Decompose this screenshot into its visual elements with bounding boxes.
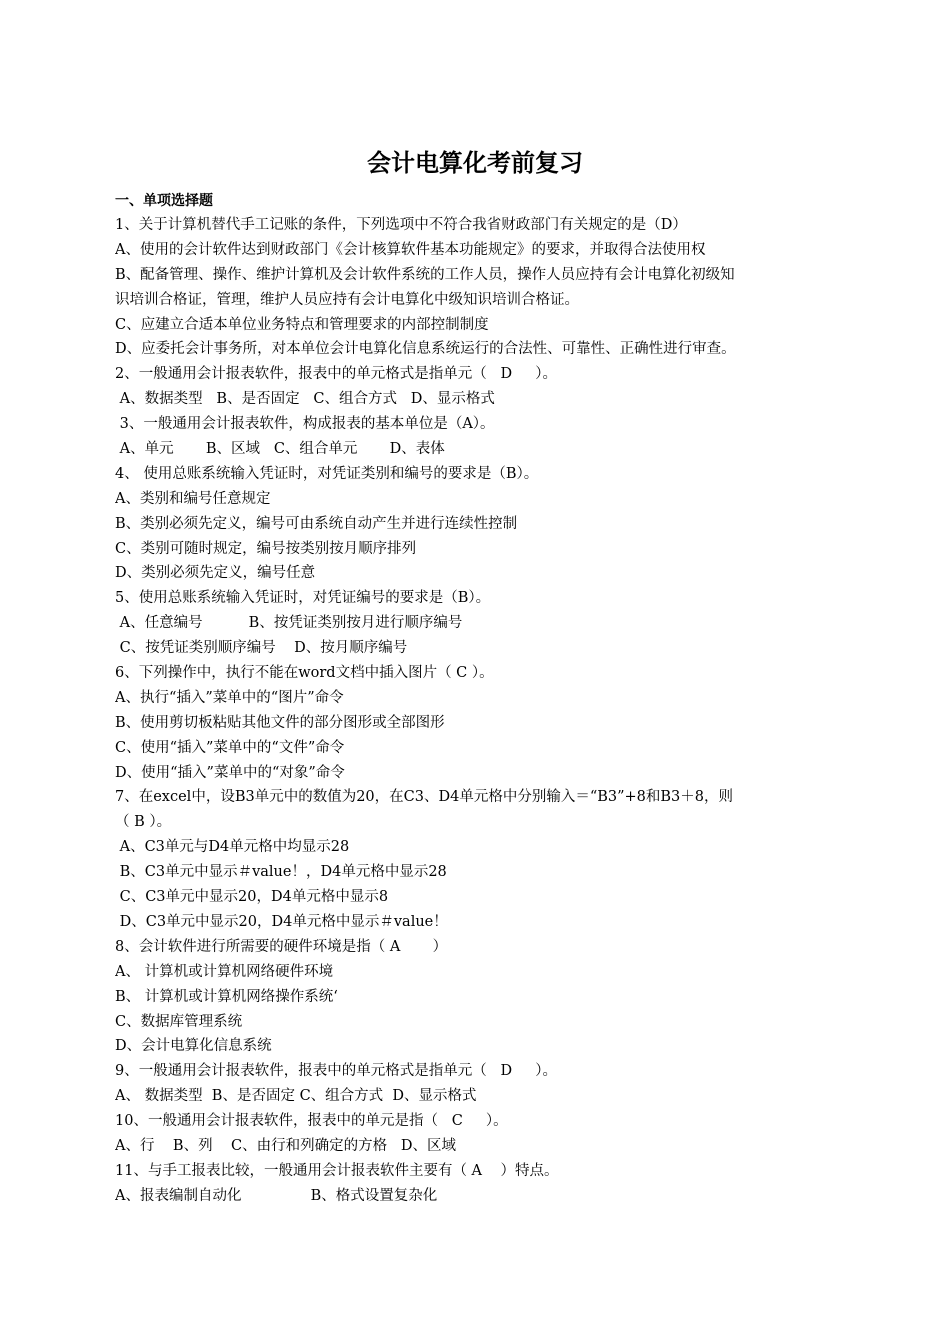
text-line: 11、与手工报表比较，一般通用会计报表软件主要有（ A ）特点。 <box>115 1162 559 1179</box>
text-line: A、行 B、列 C、由行和列确定的方格 D、区域 <box>115 1137 457 1154</box>
text-line: A、使用的会计软件达到财政部门《会计核算软件基本功能规定》的要求，并取得合法使用权 <box>115 241 706 258</box>
text-line: 7、在excel中，设B3单元中的数值为20，在C3、D4单元格中分别输入＝“B3”+8和B3＋8，则 <box>115 789 734 806</box>
text-line: D、类别必须先定义，编号任意 <box>115 565 316 582</box>
text-line: 6、下列操作中，执行不能在word文档中插入图片（ C ）。 <box>115 665 494 682</box>
text-line: （ B ）。 <box>115 814 172 831</box>
text-line: 识培训合格证，管理，维护人员应持有会计电算化中级知识培训合格证。 <box>115 291 579 308</box>
text-line: 4、 使用总账系统输入凭证时，对凭证类别和编号的要求是（B）。 <box>115 465 539 482</box>
document-body <box>115 213 835 1209</box>
text-line: D、应委托会计事务所，对本单位会计电算化信息系统运行的合法性、可靠性、正确性进行审查。 <box>115 341 736 358</box>
text-line: B、C3单元中显示＃value！，D4单元格中显示28 <box>115 864 447 881</box>
text-line: 3、一般通用会计报表软件，构成报表的基本单位是（A）。 <box>115 416 495 433</box>
text-line: A、类别和编号任意规定 <box>115 490 271 507</box>
text-line: A、单元 B、区域 C、组合单元 D、表体 <box>115 441 445 458</box>
text-line: C、应建立合适本单位业务特点和管理要求的内部控制制度 <box>115 316 489 333</box>
text-line: D、C3单元中显示20，D4单元格中显示＃value！ <box>115 913 448 930</box>
text-line: D、会计电算化信息系统 <box>115 1038 272 1055</box>
text-line: 10、一般通用会计报表软件，报表中的单元是指（ C ）。 <box>115 1113 508 1130</box>
text-line: C、C3单元中显示20，D4单元格中显示8 <box>115 889 389 906</box>
text-line: 1、关于计算机替代手工记账的条件，下列选项中不符合我省财政部门有关规定的是（D） <box>115 217 687 233</box>
text-line: C、数据库管理系统 <box>115 1013 243 1030</box>
text-line: B、使用剪切板粘贴其他文件的部分图形或全部图形 <box>115 714 445 731</box>
text-line: A、执行“插入”菜单中的“图片”命令 <box>115 689 344 706</box>
text-line: A、数据类型 B、是否固定 C、组合方式 D、显示格式 <box>115 391 495 408</box>
text-line: C、按凭证类别顺序编号 D、按月顺序编号 <box>115 640 408 657</box>
text-line: A、报表编制自动化 B、格式设置复杂化 <box>115 1187 438 1204</box>
text-line: B、 计算机或计算机网络操作系统‘ <box>115 988 338 1005</box>
text-line: A、 计算机或计算机网络硬件环境 <box>115 963 334 980</box>
document-title: 会计电算化考前复习 <box>367 149 583 177</box>
text-line: C、类别可随时规定，编号按类别按月顺序排列 <box>115 540 417 557</box>
text-line: 8、会计软件进行所需要的硬件环境是指（ A ） <box>115 938 448 955</box>
text-line: A、 数据类型 B、是否固定 C、组合方式 D、显示格式 <box>115 1088 477 1105</box>
text-line: 2、一般通用会计报表软件，报表中的单元格式是指单元（ D ）。 <box>115 366 557 383</box>
text-line: C、使用“插入”菜单中的“文件”命令 <box>115 739 345 756</box>
text-line: B、配备管理、操作、维护计算机及会计软件系统的工作人员，操作人员应持有会计电算化初级知 <box>115 266 735 283</box>
text-line: A、C3单元与D4单元格中均显示28 <box>115 839 350 856</box>
text-line: 9、一般通用会计报表软件，报表中的单元格式是指单元（ D ）。 <box>115 1063 557 1080</box>
text-line: 5、使用总账系统输入凭证时，对凭证编号的要求是（B）。 <box>115 590 491 607</box>
section-heading: 一、单项选择题 <box>115 193 213 209</box>
text-line: D、使用“插入”菜单中的“对象”命令 <box>115 764 345 781</box>
text-line: A、任意编号 B、按凭证类别按月进行顺序编号 <box>115 615 463 632</box>
text-line: B、类别必须先定义，编号可由系统自动产生并进行连续性控制 <box>115 515 518 532</box>
